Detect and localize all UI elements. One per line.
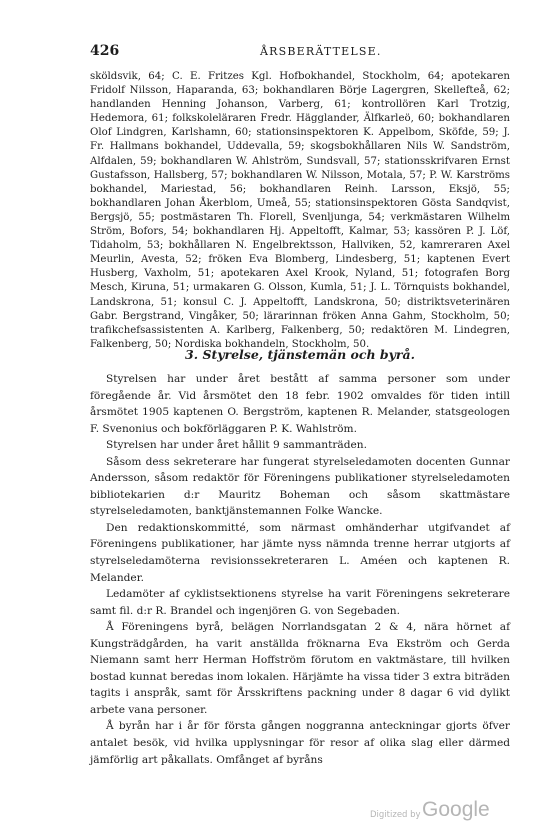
paragraph-secretary: Såsom dess sekreterare har fungerat styrelseledamoten docenten Gunnar Andersson, såsom redaktör för Föreningens publikationer styrelseledamoten bibliotekarien d:r Mauritz Boheman och såsom skattmästare styrelseledamoten, banktjänstemannen Folke Wancke.	[90, 455, 510, 518]
paragraph-board: Styrelsen har under året bestått af samma personer som under föregående år. Vid årsmötet den 18 febr. 1902 omvaldes för tiden intill årsmötet 1905 kaptenen O. Bergström, kaptenen R. Melander, statsgeologen F. Svenonius och bokförläggaren P. K. Wahlström.	[90, 373, 510, 435]
page-number: 426	[90, 43, 120, 59]
donor-list-paragraph: sköldsvik, 64; C. E. Fritzes Kgl. Hofbokhandel, Stockholm, 64; apotekaren Fridolf Nilsson, Haparanda, 63; bokhandlaren Börje Lagergren, Skellefteå, 62; handlanden Henning Johanson, Varberg, 61; kontrollören Karl Trotzig, Hedemora, 61; folkskoleläraren Fredr. Hägglander, Älfkarleö, 60; bokhandlaren Olof Lindgren, Karlshamn, 60; stationsinspektoren K. Appelbom, Sköfde, 59; J. Fr. Hallmans bokhandel, Uddevalla, 59; skogsbokhållaren Nils W. Sandström, Alfdalen, 59; bokhandlaren W. Ahlström, Sundsvall, 57; stationsskrifvaren Ernst Gustafsson, Hallsberg, 57; bokhandlaren W. Nilsson, Motala, 57; P. W. Karströms bokhandel, Mariestad, 56; bokhandlaren Reinh. Larsson, Eksjö, 55; bokhandlaren Johan Åkerblom, Umeå, 55; stationsinspektoren Gösta Sandqvist, Bergsjö, 55; postmästaren Th. Florell, Svenljunga, 54; verkmästaren Wilhelm Ström, Bofors, 54; bokhandlaren Hj. Appeltofft, Kalmar, 53; kassören P. J. Löf, Tidaholm, 53; bokhållaren N. Engelbrektsson, Hallviken, 52, kamreraren Axel Meurlin, Avesta, 52; fröken Eva Blomberg, Lindesberg, 51; kaptenen Evert Husberg, Vaxholm, 51; apotekaren Axel Krook, Nyland, 51; fotografen Borg Mesch, Kiruna, 51; urmakaren G. Olsson, Kumla, 51; J. L. Törnquists bokhandel, Landskrona, 51; konsul C. J. Appeltofft, Landskrona, 50; distriktsveterinären Gabr. Bergstrand, Vingåker, 50; lärarinnan fröken Anna Gahm, Stockholm, 50; trafikchefsassistenten A. Karlberg, Falkenberg, 50; redaktören M. Lindegren, Falkenberg, 50; Nordiska bokhandeln, Stockholm, 50.	[90, 71, 510, 350]
google-logo: Google	[422, 798, 490, 821]
paragraph-editorial-committee: Den redaktionskommitté, som närmast omhänderhar utgifvandet af Föreningens publikationer, har jämte nyss nämnda trenne herrar utgjorts af styrelseledamöterna revisionssekreteraren L. Améen och kaptenen R. Melander.	[90, 521, 510, 584]
paragraph-visits: Å byrån har i år för första gången noggranna anteckningar gjorts öfver antalet besök, vid hvilka upplysningar för resor af olika slag eller därmed jämförlig art påkallats. Omfånget af byråns	[90, 720, 510, 766]
digitized-by-label: Digitized by	[370, 810, 421, 820]
paragraph-office: Å Föreningens byrå, belägen Norrlandsgatan 2 & 4, nära hörnet af Kungsträdgården, ha varit anställda fröknarna Eva Ekström och Gerda Niemann samt herr Herman Hoffström förutom en vaktmästare, till hvilken bostad kunnat beredas inom lokalen. Härjämte ha vissa tider 3 extra biträden tagits i anspråk, samt för Årsskriftens packning under 8 dagar 6 vid dylikt arbete vana personer.	[90, 621, 510, 716]
paragraph-meetings: Styrelsen har under året hållit 9 sammanträden.	[106, 439, 367, 452]
section-heading: 3. Styrelse, tjänstemän och byrå.	[185, 347, 415, 362]
section-body	[90, 371, 510, 768]
page-header	[90, 43, 510, 59]
digitized-watermark	[370, 798, 530, 828]
paragraph-cyclist-section: Ledamöter af cyklistsektionens styrelse ha varit Föreningens sekreterare samt fil. d:r R. Brandel och ingenjören G. von Segebaden.	[90, 588, 510, 617]
running-title: ÅRSBERÄTTELSE.	[260, 45, 382, 58]
